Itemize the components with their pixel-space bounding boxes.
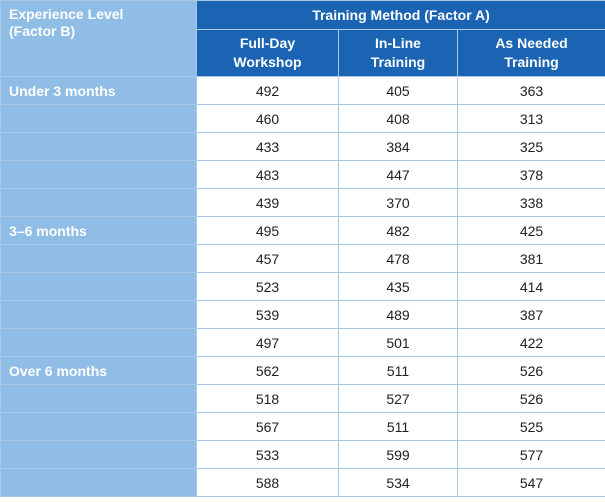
table-row <box>1 161 605 189</box>
column-header-line2: Workshop <box>233 54 302 70</box>
column-header-as-needed-training <box>458 30 605 77</box>
table-cell: 378 <box>458 161 605 189</box>
table-row <box>1 245 605 273</box>
table-row <box>1 441 605 469</box>
table-cell: 439 <box>197 189 339 217</box>
table-cell: 567 <box>197 413 339 441</box>
table-row <box>1 189 605 217</box>
table-cell: 562 <box>197 357 339 385</box>
row-label: Over 6 months <box>1 357 197 385</box>
table-cell: 526 <box>458 385 605 413</box>
table-cell: 425 <box>458 217 605 245</box>
row-label <box>1 301 197 329</box>
table-cell: 433 <box>197 133 339 161</box>
table-cell: 384 <box>339 133 458 161</box>
table-cell: 325 <box>458 133 605 161</box>
row-label <box>1 189 197 217</box>
table-cell: 478 <box>339 245 458 273</box>
row-label: Under 3 months <box>1 77 197 105</box>
table-cell: 527 <box>339 385 458 413</box>
table-cell: 435 <box>339 273 458 301</box>
experience-level-line2: (Factor B) <box>9 23 76 39</box>
table-row <box>1 273 605 301</box>
table-cell: 511 <box>339 357 458 385</box>
column-header-line2: Training <box>370 54 426 70</box>
row-label <box>1 133 197 161</box>
table-cell: 457 <box>197 245 339 273</box>
table-cell: 518 <box>197 385 339 413</box>
table-cell: 483 <box>197 161 339 189</box>
column-header-line2: Training <box>504 54 559 70</box>
table-cell: 523 <box>197 273 339 301</box>
table-cell: 492 <box>197 77 339 105</box>
row-label <box>1 161 197 189</box>
table-cell: 539 <box>197 301 339 329</box>
column-header-full-day-workshop <box>197 30 339 77</box>
table-cell: 495 <box>197 217 339 245</box>
column-header-in-line-training <box>339 30 458 77</box>
table-row <box>1 77 605 105</box>
column-header-line1: Full-Day <box>239 35 296 51</box>
table-cell: 588 <box>197 469 339 497</box>
table-cell: 381 <box>458 245 605 273</box>
table-cell: 534 <box>339 469 458 497</box>
table-cell: 387 <box>458 301 605 329</box>
table-cell: 405 <box>339 77 458 105</box>
table-row <box>1 105 605 133</box>
table-cell: 511 <box>339 413 458 441</box>
table-row <box>1 357 605 385</box>
experience-level-line1: Experience Level <box>9 6 124 22</box>
table-row <box>1 469 605 497</box>
table-cell: 497 <box>197 329 339 357</box>
table-cell: 489 <box>339 301 458 329</box>
table-cell: 501 <box>339 329 458 357</box>
row-label <box>1 413 197 441</box>
row-label <box>1 105 197 133</box>
table-cell: 547 <box>458 469 605 497</box>
table-cell: 460 <box>197 105 339 133</box>
table-cell: 482 <box>339 217 458 245</box>
row-label <box>1 385 197 413</box>
table-cell: 408 <box>339 105 458 133</box>
table-row <box>1 133 605 161</box>
table-cell: 338 <box>458 189 605 217</box>
table-cell: 599 <box>339 441 458 469</box>
table-cell: 414 <box>458 273 605 301</box>
table-row <box>1 301 605 329</box>
experience-level-header <box>1 1 197 77</box>
table-cell: 422 <box>458 329 605 357</box>
table-cell: 577 <box>458 441 605 469</box>
table-cell: 313 <box>458 105 605 133</box>
table-row <box>1 413 605 441</box>
row-label <box>1 245 197 273</box>
table-cell: 533 <box>197 441 339 469</box>
row-label: 3–6 months <box>1 217 197 245</box>
table-row <box>1 329 605 357</box>
column-header-line1: As Needed <box>495 35 568 51</box>
table-cell: 526 <box>458 357 605 385</box>
table-row <box>1 217 605 245</box>
row-label <box>1 469 197 497</box>
training-method-header: Training Method (Factor A) <box>197 1 605 30</box>
table-cell: 447 <box>339 161 458 189</box>
table-row <box>1 385 605 413</box>
row-label <box>1 441 197 469</box>
row-label <box>1 273 197 301</box>
row-label <box>1 329 197 357</box>
column-header-line1: In-Line <box>375 35 421 51</box>
table-cell: 363 <box>458 77 605 105</box>
header-row-top <box>1 1 605 30</box>
table-cell: 525 <box>458 413 605 441</box>
table-cell: 370 <box>339 189 458 217</box>
